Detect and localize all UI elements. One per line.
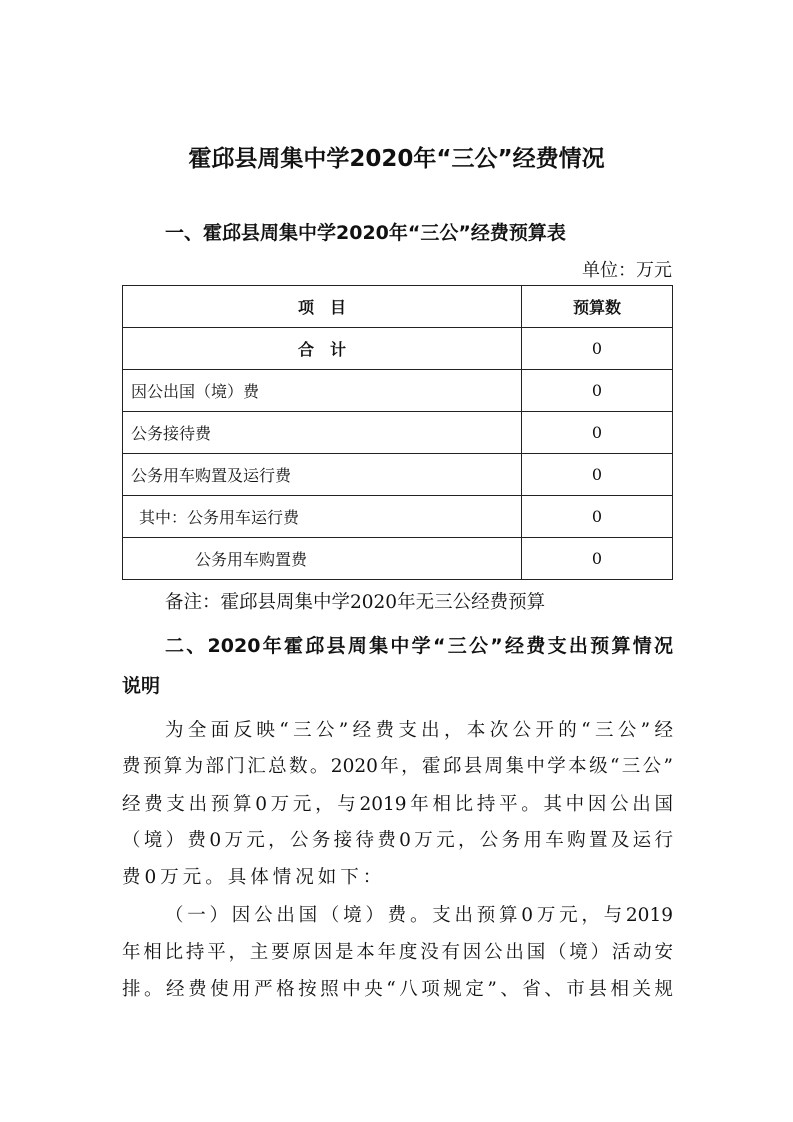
table-row bbox=[123, 538, 673, 580]
budget-table bbox=[122, 285, 673, 580]
table-row bbox=[123, 328, 673, 370]
table-row bbox=[123, 412, 673, 454]
row-value: 0 bbox=[522, 370, 673, 412]
row-label: 公务用车购置费 bbox=[123, 538, 522, 580]
row-value: 0 bbox=[522, 454, 673, 496]
table-row bbox=[123, 496, 673, 538]
section2-title-cont: 说明 bbox=[122, 675, 161, 697]
document-title: 霍邱县周集中学2020年“三公”经费情况 bbox=[188, 146, 605, 172]
table-row bbox=[123, 370, 673, 412]
table-note: 备注：霍邱县周集中学2020年无三公经费预算 bbox=[165, 592, 546, 613]
section2-title: 二、2020年霍邱县周集中学“三公”经费支出预算情况 bbox=[165, 635, 673, 657]
row-label: 因公出国（境）费 bbox=[123, 370, 522, 412]
row-value: 0 bbox=[522, 496, 673, 538]
paragraph-line: （境）费0万元，公务接待费0万元，公务用车购置及运行 bbox=[122, 830, 673, 851]
row-label: 公务接待费 bbox=[123, 412, 522, 454]
paragraph-line: 为全面反映“三公”经费支出，本次公开的“三公”经 bbox=[165, 720, 673, 741]
paragraph-line: 年相比持平，主要原因是本年度没有因公出国（境）活动安 bbox=[122, 942, 673, 963]
table-header-row bbox=[123, 286, 673, 328]
unit-label: 单位：万元 bbox=[582, 260, 672, 281]
row-value: 0 bbox=[522, 538, 673, 580]
row-value: 0 bbox=[522, 328, 673, 370]
section1-title: 一、霍邱县周集中学2020年“三公”经费预算表 bbox=[165, 222, 566, 244]
paragraph-line: 经费支出预算0万元，与2019年相比持平。其中因公出国 bbox=[122, 794, 673, 815]
row-label: 合 计 bbox=[123, 328, 522, 370]
header-item: 项 目 bbox=[123, 286, 522, 328]
table-row bbox=[123, 454, 673, 496]
paragraph-line: 费预算为部门汇总数。2020年，霍邱县周集中学本级“三公” bbox=[122, 756, 673, 777]
row-label: 其中：公务用车运行费 bbox=[123, 496, 522, 538]
row-label: 公务用车购置及运行费 bbox=[123, 454, 522, 496]
header-budget: 预算数 bbox=[522, 286, 673, 328]
paragraph-line: （一）因公出国（境）费。支出预算0万元，与2019 bbox=[165, 905, 673, 926]
paragraph-line: 排。经费使用严格按照中央“八项规定”、省、市县相关规 bbox=[122, 979, 673, 1000]
paragraph-line: 费0万元。具体情况如下： bbox=[122, 867, 386, 888]
row-value: 0 bbox=[522, 412, 673, 454]
